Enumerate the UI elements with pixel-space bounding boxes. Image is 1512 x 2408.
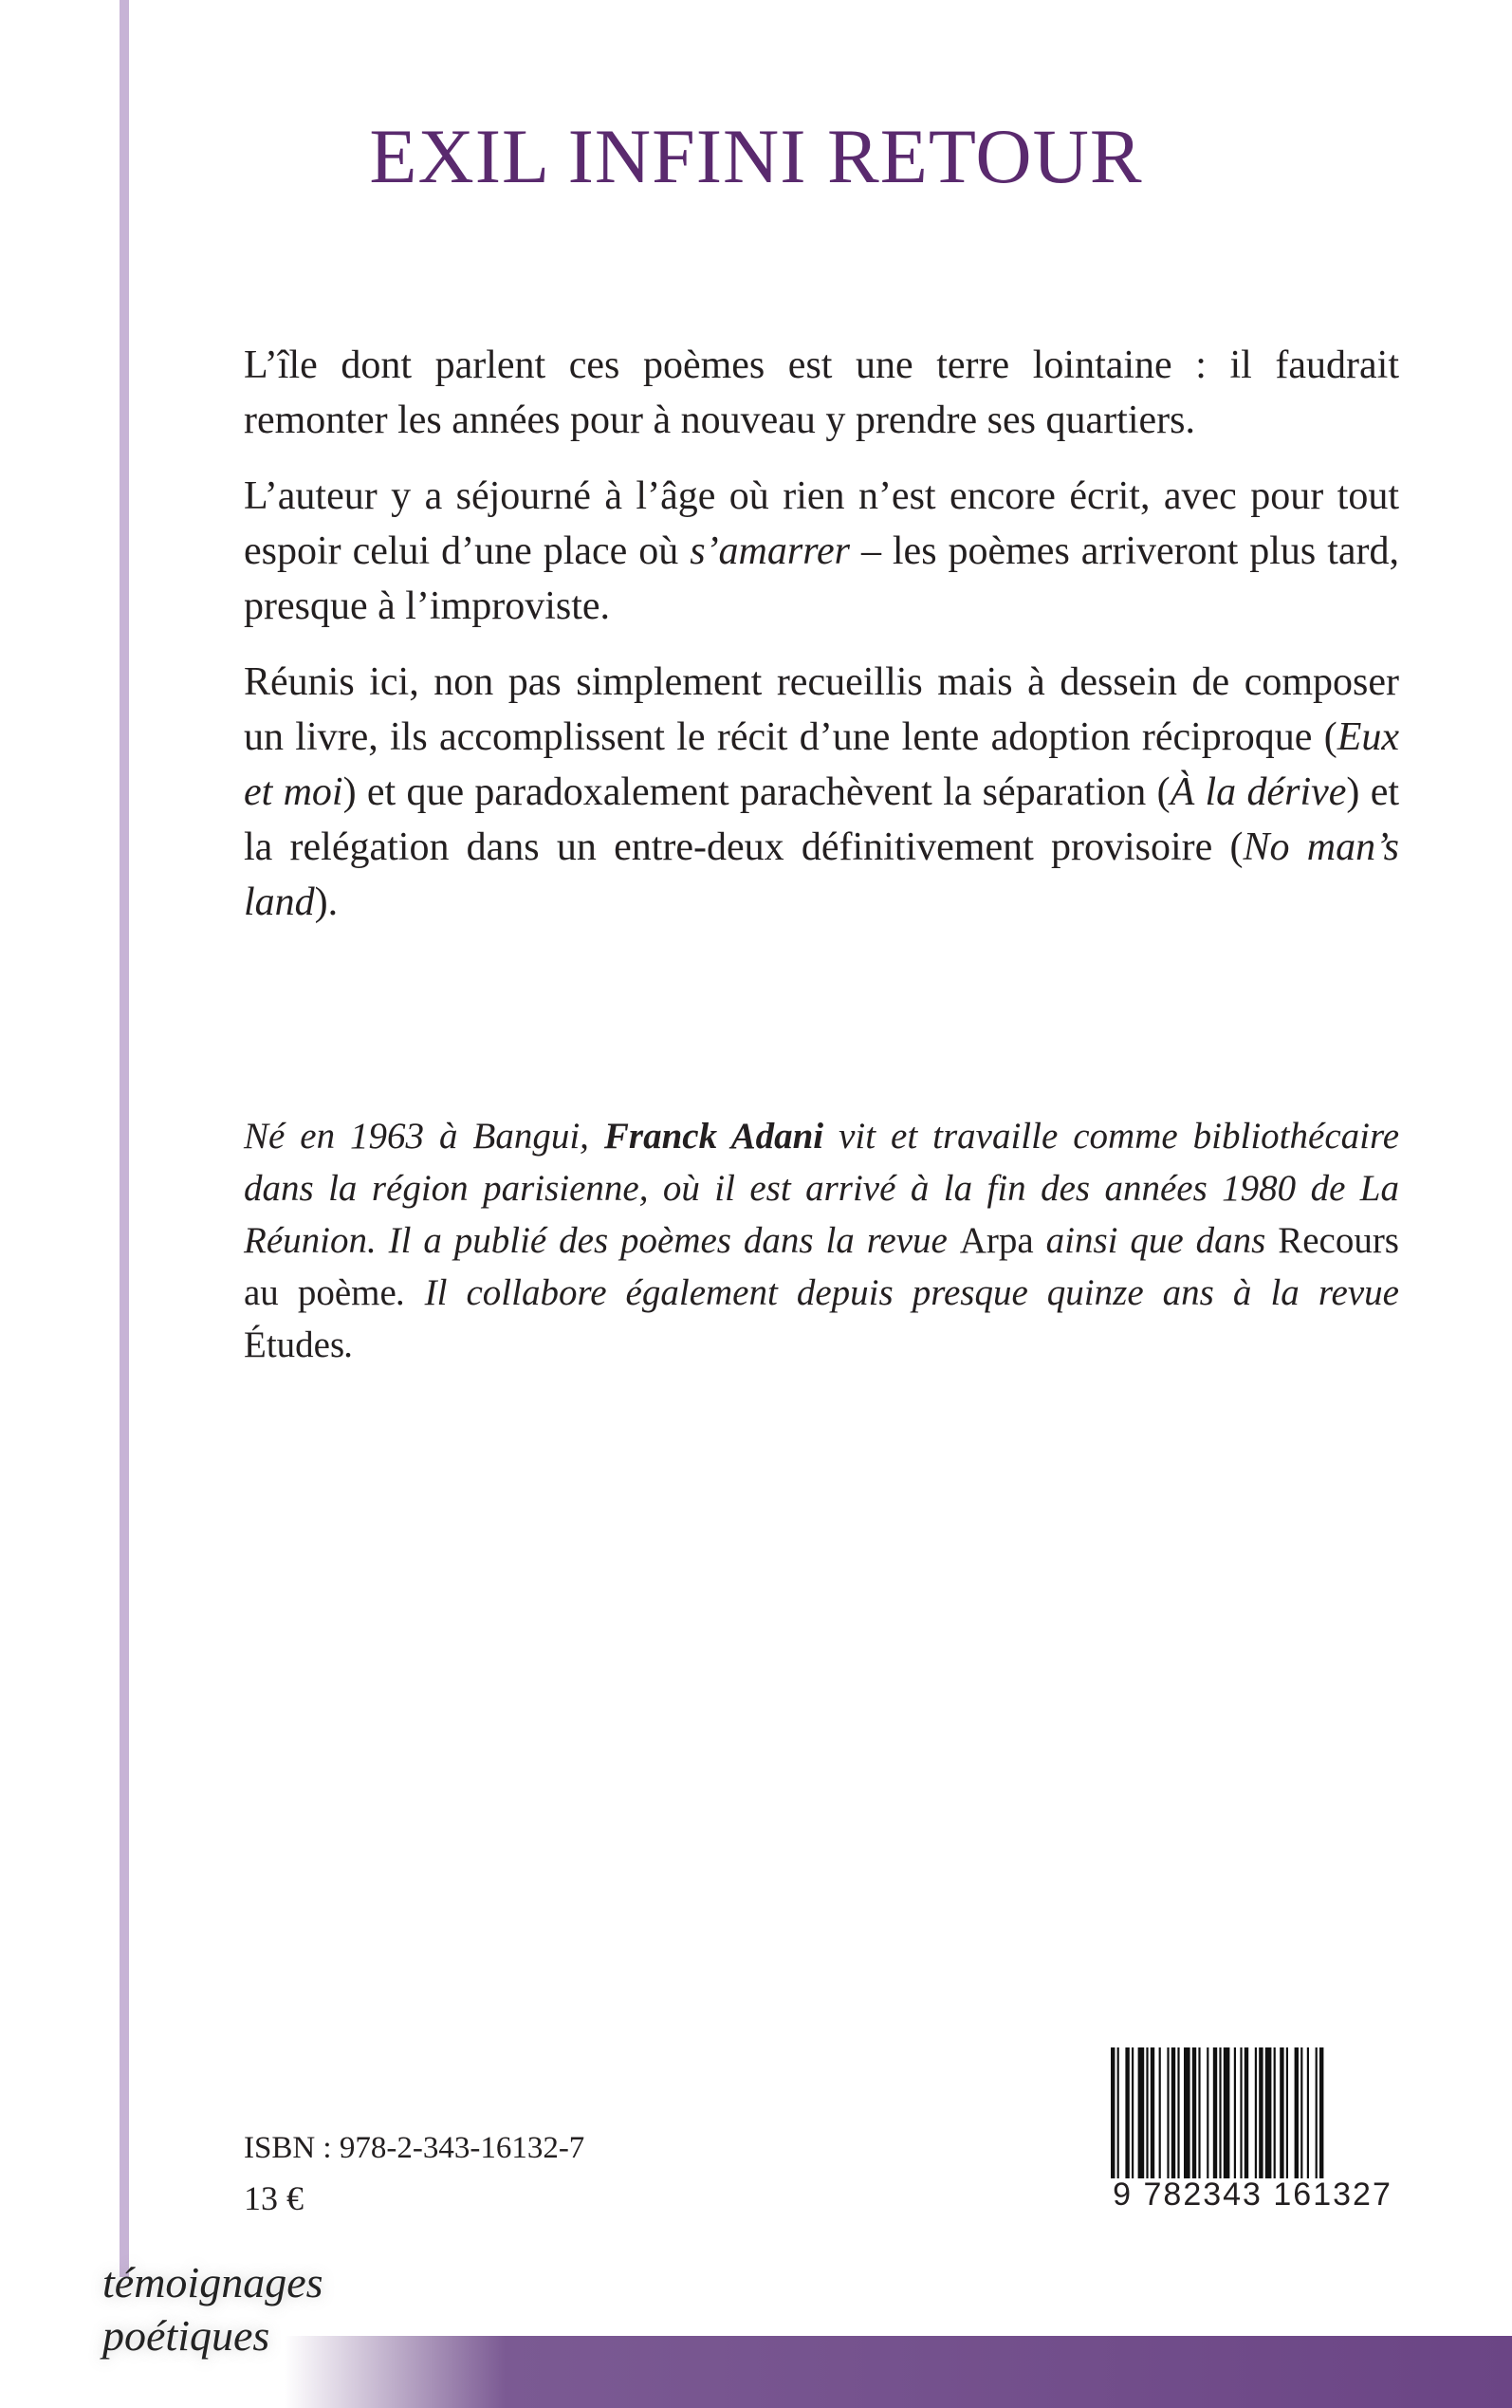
price: 13 € [244,2179,304,2217]
isbn-number: ISBN : 978-2-343-16132-7 [244,2131,585,2165]
barcode-bar [1255,2047,1257,2180]
collection-line-1: témoignages [102,2258,323,2306]
review-name-recours: Recours au poème [244,1220,1399,1313]
book-title: EXIL INFINI RETOUR [369,113,1143,199]
blurb-paragraph-3 [244,655,1399,930]
blurb-text: L’auteur y a séjourné à l’âge où rien n’est encore écrit, avec pour tout espoir celui d’une place où [244,474,1399,573]
barcode-bar [1138,2047,1145,2180]
section-title-no-mans-land: No man’s land [244,825,1399,924]
barcode-bar [1224,2047,1230,2180]
review-name-arpa: Arpa [959,1220,1034,1261]
blurb-text: Réunis ici, non pas simplement recueillis mais à dessein de composer un livre, ils accomplissent le récit d’une lente adoption réciproque ( [244,660,1399,759]
blurb-text: ) et la relégation dans un entre-deux définitivement provisoire ( [244,770,1400,869]
bio-text: vit et travaille comme bibliothécaire dans la région parisienne, où il est arrivé à la fin des années 1980 de La Réunion. Il a publié des poèmes dans la revue [244,1116,1399,1261]
blurb-italic: s’amarrer [690,529,850,573]
barcode-bar [1300,2047,1302,2180]
bottom-color-band [285,2336,1512,2408]
blurb-paragraph-1: L’île dont parlent ces poèmes est une terre lointaine : il faudrait remonter les années pour à nouveau y prendre ses quartiers. [244,343,1399,442]
barcode-bar [1319,2047,1323,2180]
blurb-paragraph-2 [244,469,1399,634]
barcode-bar [1259,2047,1263,2180]
blurb-text: ) et que paradoxalement parachèvent la séparation ( [342,770,1171,814]
barcode-bar [1234,2047,1236,2180]
section-title-a-la-derive: À la dérive [1170,770,1347,814]
barcode-bar [1316,2047,1318,2180]
review-name-etudes: Études [244,1324,345,1365]
barcode-bar [1245,2047,1248,2180]
barcode-bar [1295,2047,1299,2180]
barcode-bar [1207,2047,1208,2180]
barcode-bar [1192,2047,1196,2180]
barcode-bar [1286,2047,1288,2180]
barcode-bar [1159,2047,1161,2180]
barcode-bar [1240,2047,1242,2180]
bio-text: . [344,1324,354,1365]
bio-text: Né en 1963 à Bangui, [244,1116,604,1157]
barcode-bar [1132,2047,1134,2180]
author-bio [244,1110,1399,1371]
barcode-bar [1219,2047,1221,2180]
barcode-bar [1213,2047,1217,2180]
barcode [1103,2047,1402,2213]
bio-text: . Il collabore également depuis presque quinze ans à la revue [396,1272,1399,1313]
barcode-bar [1184,2047,1190,2180]
barcode-bar [1171,2047,1175,2180]
left-decorative-rule [120,0,129,2277]
barcode-bars [1103,2047,1402,2180]
barcode-bar [1265,2047,1272,2180]
barcode-digits: 9 782343 161327 [1103,2178,1402,2211]
barcode-bar [1274,2047,1276,2180]
back-cover-blurb [244,338,1399,951]
author-name: Franck Adani [603,1116,824,1157]
collection-line-2: poétiques [102,2311,270,2360]
bio-text: ainsi que dans [1033,1220,1279,1261]
barcode-bar [1198,2047,1200,2180]
blurb-text: ). [314,880,339,924]
barcode-bar [1111,2047,1115,2180]
barcode-bar [1280,2047,1283,2180]
barcode-bar [1307,2047,1309,2180]
barcode-bar [1167,2047,1169,2180]
barcode-bar [1177,2047,1179,2180]
barcode-bar [1146,2047,1148,2180]
barcode-bar [1117,2047,1119,2180]
barcode-bar [1125,2047,1129,2180]
blurb-text: – les poèmes arriveront plus tard, presque à l’improviste. [244,529,1400,628]
section-title-eux-et-moi: Eux et moi [244,715,1399,814]
barcode-bar [1151,2047,1154,2180]
